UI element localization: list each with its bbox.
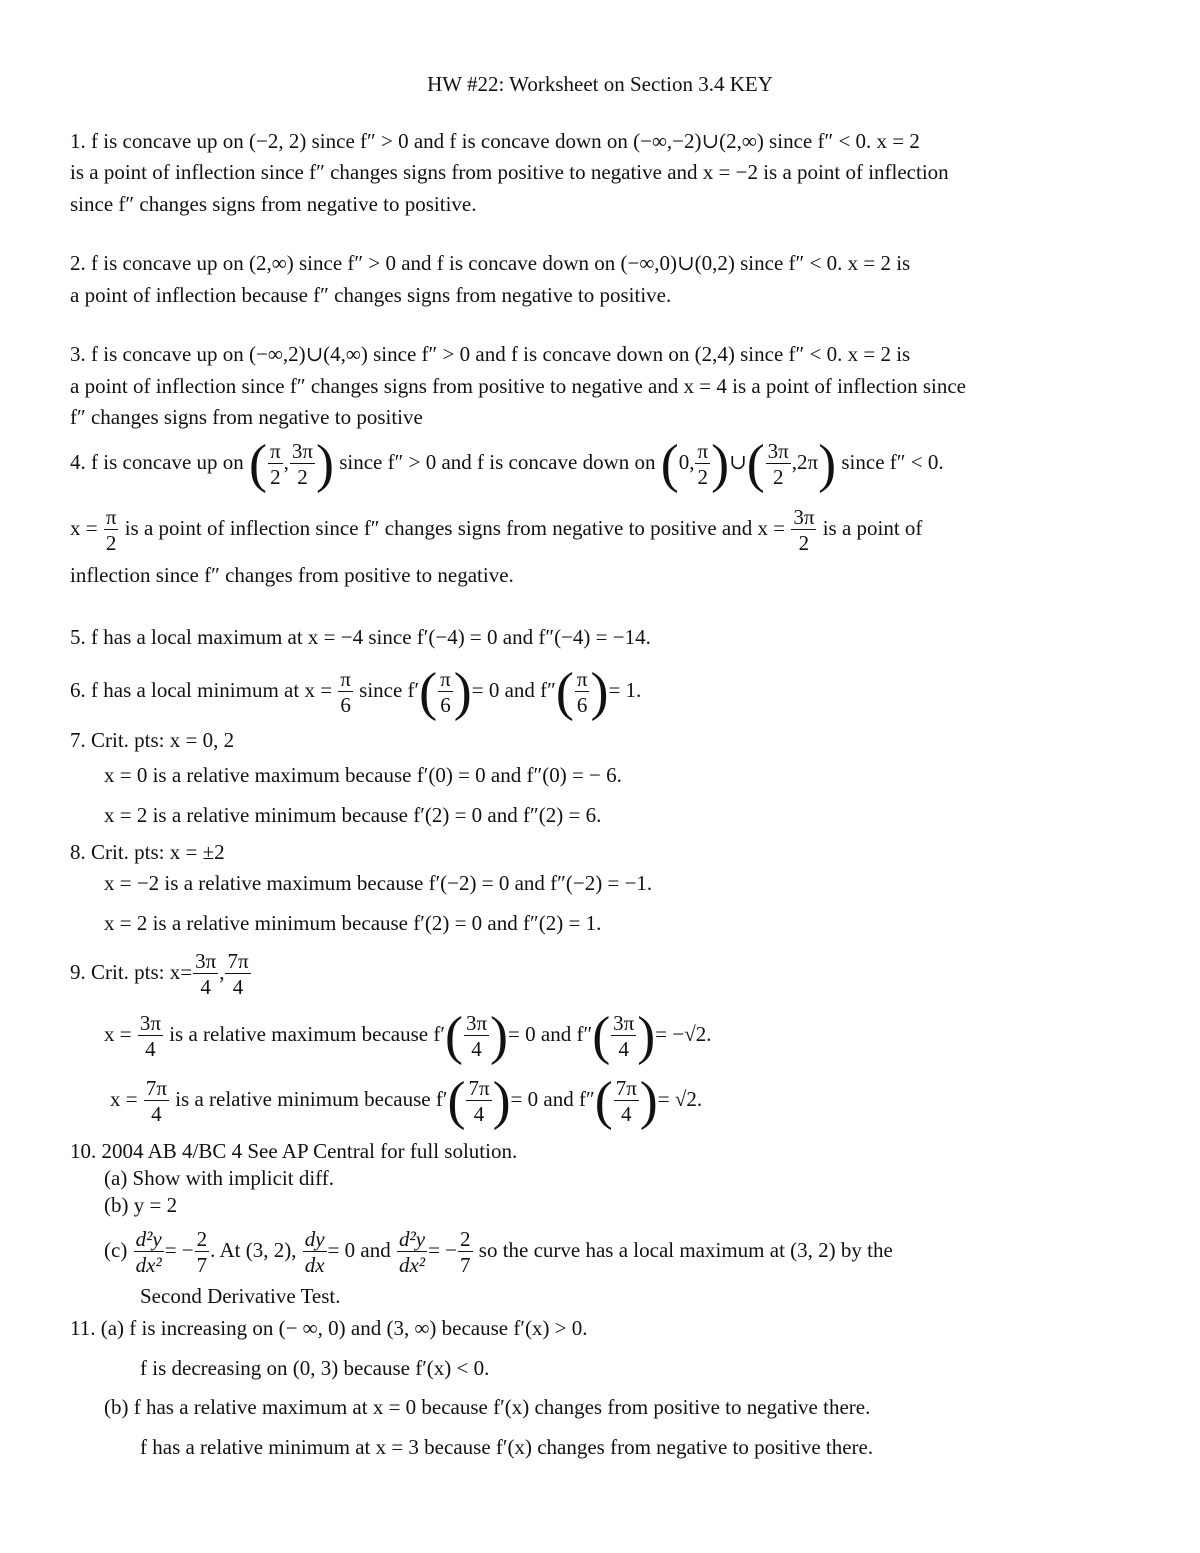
fraction-d2y-dx2: $\frac{\text{d²y}}{\text{dx²}}$ — [398, 1227, 426, 1278]
answer-10-b: (b) y = 2 — [104, 1193, 178, 1217]
answer-11-line-1: 11. (a) f is increasing on (− ∞, 0) and (3, ∞) because f′(x) > 0. — [70, 1316, 588, 1340]
answer-7-heading: 7. Crit. pts: x = 0, 2 — [70, 728, 235, 752]
answer-1-line-1: 1. f is concave up on (−2, 2) since f″ > 0 and f is concave down on (−∞,−2)∪(2,∞) since f″ < 0. x = 2 — [70, 129, 920, 153]
fraction-3pi-over-2: $\frac{3\pi}{2}$ — [793, 505, 815, 556]
paren-close: ) — [316, 433, 334, 494]
fraction-3pi-over-4: $\frac{3\pi}{4}$ — [613, 1011, 635, 1062]
answer-8-heading: 8. Crit. pts: x = ±2 — [70, 840, 225, 864]
fraction-pi-over-2: $\frac{\pi}{2}$ — [697, 439, 709, 490]
answer-1-line-2: is a point of inflection since f″ changes signs from positive to negative and x = −2 is a point of inflection — [70, 160, 949, 184]
paren-open: ( — [249, 433, 268, 494]
answer-4-text-c: since f″ < 0. — [841, 449, 944, 474]
fraction-3pi-over-4: $\frac{3\pi}{4}$ — [465, 1011, 488, 1062]
answer-4-text-a: 4. f is concave up on — [70, 449, 244, 474]
answer-7-line-2: x = 2 is a relative minimum because f′(2) = 0 and f″(2) = 6. — [104, 803, 602, 827]
answer-9-max: x = $\frac{3\pi}{4}$ is a relative maximum because f′( $\frac{3\pi}{4}$ )= 0 and f″( $\frac{3\pi}{4}$ )= −√2. — [104, 1005, 712, 1066]
fraction-7pi-over-4: $\frac{7\pi}{4}$ — [615, 1076, 637, 1127]
paren-close: ) — [711, 433, 730, 494]
fraction-pi-over-6: $\frac{\pi}{6}$ — [576, 667, 588, 718]
fraction-pi-over-2: $\frac{\pi}{2}$ — [270, 439, 281, 490]
fraction-2-over-7: $\frac{2}{7}$ — [460, 1227, 471, 1278]
answer-3-line-3: f″ changes signs from negative to positive — [70, 405, 423, 429]
answer-2-line-2: a point of inflection because f″ changes signs from negative to positive. — [70, 283, 672, 307]
answer-3-line-2: a point of inflection since f″ changes signs from positive to negative and x = 4 is a point of inflection since — [70, 374, 966, 398]
answer-11-line-2: f is decreasing on (0, 3) because f′(x) < 0. — [140, 1356, 490, 1380]
answer-10-c-line-2: Second Derivative Test. — [140, 1284, 341, 1308]
answer-5: 5. f has a local maximum at x = −4 since f′(−4) = 0 and f″(−4) = −14. — [70, 625, 651, 649]
fraction-dy-dx: $\frac{dy}{dx}$ — [304, 1227, 325, 1278]
answer-7-line-1: x = 0 is a relative maximum because f′(0) = 0 and f″(0) = − 6. — [104, 763, 622, 787]
paren-open: ( — [660, 433, 679, 494]
paren-close: ) — [818, 433, 837, 494]
fraction-2-over-7: $\frac{2}{7}$ — [196, 1227, 208, 1278]
fraction-7pi-over-4: $\frac{7\pi}{4}$ — [145, 1076, 167, 1127]
answer-8-line-2: x = 2 is a relative minimum because f′(2) = 0 and f″(2) = 1. — [104, 911, 602, 935]
fraction-3pi-over-2: $\frac{3\pi}{2}$ — [767, 439, 789, 490]
answer-11-line-4: f has a relative minimum at x = 3 because f′(x) changes from negative to positive there. — [140, 1435, 874, 1459]
fraction-pi-over-6: $\frac{\pi}{6}$ — [340, 667, 351, 718]
answer-9-min: x = $\frac{7\pi}{4}$ is a relative minimum because f′( $\frac{7\pi}{4}$ )= 0 and f″( $\frac{7\pi}{4}$ )= √2. — [110, 1070, 703, 1131]
answer-4-line-3: inflection since f″ changes from positive to negative. — [70, 563, 514, 587]
answer-10-a: (a) Show with implicit diff. — [104, 1166, 335, 1190]
fraction-pi-over-2: $\frac{\pi}{2}$ — [105, 505, 117, 556]
answer-4-line-2: x = $\frac{\pi}{2}$ is a point of inflection since f″ changes signs from negative to positive and x = $\frac{3\pi}{2}$ is a point of — [70, 505, 923, 556]
fraction-3pi-over-2: $\frac{3\pi}{2}$ — [291, 439, 313, 490]
fraction-d2y-dx2: $\frac{\text{d²y}}{\text{dx²}}$ — [135, 1227, 162, 1278]
answer-10-c: (c) $\frac{\text{d²y}}{\text{dx²}}$ = − $\frac{2}{7}$ . At (3, 2), $\frac{dy}{dx}$ = 0 and $\frac{\text{d²y}}{\text{dx²}}$ = − $\frac{2}{7}$ so the curve has a local maximum at (3, 2) by the — [104, 1227, 893, 1278]
paren-open: ( — [746, 433, 765, 494]
fraction-3pi-over-4: $\frac{3\pi}{4}$ — [195, 949, 217, 1000]
answer-4-line-1: 4. f is concave up on ( $\frac{\pi}{2}$ , $\frac{3\pi}{2}$ ) since f″ > 0 and f is concave down on (0, $\frac{\pi}{2}$ )∪( $\frac{3\pi}{2}$ ,2π) since f″ < 0. — [70, 433, 944, 494]
answer-11-line-3: (b) f has a relative maximum at x = 0 because f′(x) changes from positive to negative there. — [104, 1395, 871, 1419]
fraction-7pi-over-4: $\frac{7\pi}{4}$ — [468, 1076, 490, 1127]
answer-10-heading: 10. 2004 AB 4/BC 4 See AP Central for full solution. — [70, 1139, 518, 1163]
fraction-7pi-over-4: $\frac{7\pi}{4}$ — [227, 949, 249, 1000]
answer-1-line-3: since f″ changes signs from negative to positive. — [70, 192, 477, 216]
page-title: HW #22: Worksheet on Section 3.4 KEY — [427, 72, 773, 96]
fraction-pi-over-6: $\frac{\pi}{6}$ — [440, 667, 451, 718]
answer-8-line-1: x = −2 is a relative maximum because f′(−2) = 0 and f″(−2) = −1. — [104, 871, 653, 895]
answer-2-line-1: 2. f is concave up on (2,∞) since f″ > 0 and f is concave down on (−∞,0)∪(0,2) since f″ < 0. x = 2 is — [70, 251, 911, 275]
fraction-3pi-over-4: $\frac{3\pi}{4}$ — [139, 1011, 161, 1062]
answer-4-text-b: since f″ > 0 and f is concave down on — [339, 449, 656, 474]
answer-3-line-1: 3. f is concave up on (−∞,2)∪(4,∞) since f″ > 0 and f is concave down on (2,4) since f″ < 0. x = 2 is — [70, 342, 911, 366]
answer-6: 6. f has a local minimum at x = $\frac{\pi}{6}$ since f′( $\frac{\pi}{6}$ )= 0 and f″( $\frac{\pi}{6}$ )= 1. — [70, 661, 642, 722]
answer-9-heading: 9. Crit. pts: x= $\frac{3\pi}{4}$ , $\frac{7\pi}{4}$ — [70, 949, 249, 1000]
